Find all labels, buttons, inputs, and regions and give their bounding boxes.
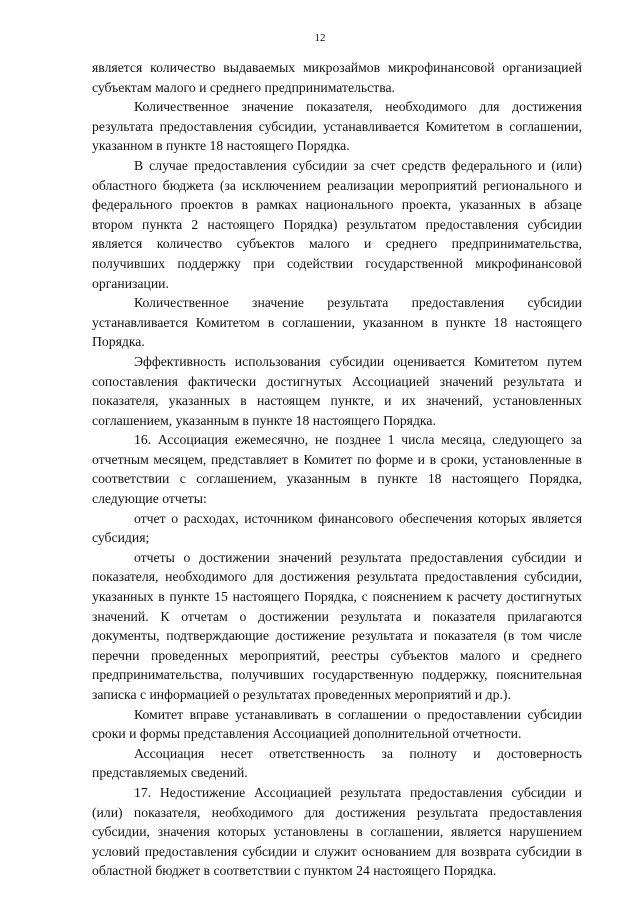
paragraph-result-value: Количественное значение результата предоставления субсидии устанавливается Комитетом в соглашении, указанном в пункте 18 настоящего Порядка. [92, 295, 582, 350]
paragraph-continuation: является количество выдаваемых микрозаймов микрофинансовой организацией субъектам малого и среднего предпринимательства. [92, 60, 582, 95]
paragraph-item-16: 16. Ассоциация ежемесячно, не позднее 1 числа месяца, следующего за отчетным месяцем, представляет в Комитет по форме и в сроки, установленные в соответствии с соглашением, указанным в пункте 18 настоящего Порядка, следующие отчеты: [92, 432, 582, 507]
page-number: 12 [314, 32, 326, 44]
paragraph-achievement-reports: отчеты о достижении значений результата предоставления субсидии и показателя, необходимого для достижения результата предоставления субсидии, указанных в пункте 15 настоящего Порядка, с пояснением к расчету достигнутых значений. К отчетам о достижении результата и показателя прилагаются документы, подтверждающие достижение результата и показателя (в том числе перечни проведенных мероприятий, реестры субъектов малого и среднего предпринимательства, получивших государственную поддержку, пояснительная записка с информацией о результатах проведенных мероприятий и др.). [92, 549, 582, 702]
paragraph-responsibility: Ассоциация несет ответственность за полноту и достоверность представляемых сведений. [92, 745, 582, 781]
paragraph-federal-budget-case: В случае предоставления субсидии за счет средств федерального и (или) областного бюджета (за исключением реализации мероприятий регионального и федерального проектов в рамках национального проекта, указанных в абзаце втором пункта 2 настоящего Порядка) результатом предоставления субсидии является количество субъектов малого и среднего предпринимательства, получивших поддержку при содействии государственной микрофинансовой организации. [92, 157, 582, 291]
paragraph-additional-reporting: Комитет вправе устанавливать в соглашении о предоставлении субсидии сроки и формы представления Ассоциацией дополнительной отчетности. [92, 706, 582, 742]
paragraph-expense-report: отчет о расходах, источником финансового обеспечения которых является субсидия; [92, 510, 582, 546]
paragraph-indicator-value: Количественное значение показателя, необходимого для достижения результата предоставления субсидии, устанавливается Комитетом в соглашении, указанном в пункте 18 настоящего Порядка. [92, 99, 582, 154]
paragraph-efficiency: Эффективность использования субсидии оценивается Комитетом путем сопоставления фактически достигнутых Ассоциацией значений результата и показателя, указанных в настоящем пункте, и их значений, установленных соглашением, указанным в пункте 18 настоящего Порядка. [92, 353, 582, 428]
paragraph-item-17: 17. Недостижение Ассоциацией результата предоставления субсидии и (или) показателя, необходимого для достижения результата предоставления субсидии, значения которых установлены в соглашении, является нарушением условий предоставления субсидии и служит основанием для возврата субсидии в областной бюджет в соответствии с пунктом 24 настоящего Порядка. [92, 784, 582, 879]
document-body [92, 58, 582, 881]
